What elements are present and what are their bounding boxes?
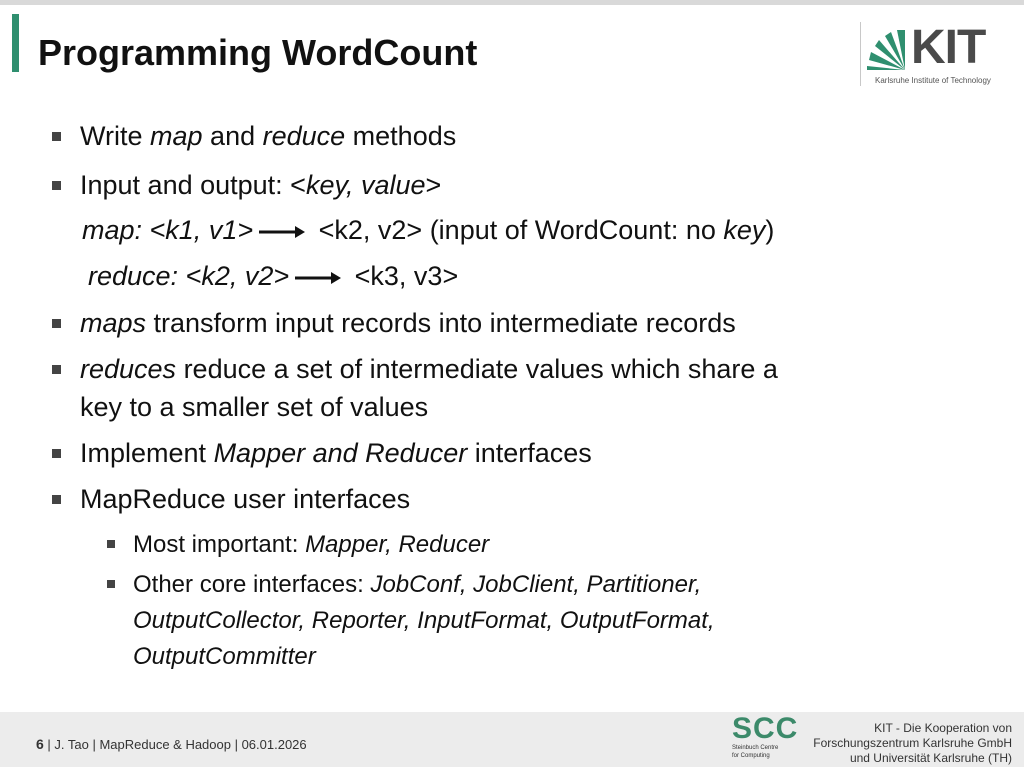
footer-right-line2: Forschungszentrum Karlsruhe GmbH: [813, 736, 1012, 750]
square-bullet-icon: [52, 365, 61, 374]
footer-right-line1: KIT - Die Kooperation von: [874, 721, 1012, 735]
scc-logo-letters: SCC: [732, 712, 799, 745]
scc-logo-line2: for Computing: [732, 753, 770, 759]
bullet-user-interfaces: [80, 481, 410, 517]
text-italic: OutputCommitter: [133, 643, 316, 670]
text-italic: reduces: [80, 354, 177, 384]
text: Most important:: [133, 531, 306, 558]
text: Write: [80, 121, 151, 151]
text: Implement: [80, 438, 214, 468]
text: and: [202, 121, 263, 151]
bullet-reduces-line2: key to a smaller set of values: [80, 392, 429, 422]
text: ): [765, 215, 775, 245]
text-italic: key: [723, 215, 766, 245]
text: MapReduce user interfaces: [80, 484, 411, 514]
footer-meta: [36, 736, 307, 752]
text: <k2, v2>: [311, 215, 423, 245]
scc-logo-line1: Steinbuch Centre: [732, 745, 779, 751]
page-number: 6: [36, 736, 44, 752]
square-bullet-icon: [52, 181, 61, 190]
text-italic: maps: [80, 308, 147, 338]
text-italic: reduce: <k2, v2>: [88, 261, 290, 291]
text: >: [425, 170, 442, 200]
text: interfaces: [467, 438, 592, 468]
text-italic: JobConf, JobClient, Partitioner,: [370, 571, 702, 598]
square-bullet-icon: [52, 319, 61, 328]
sub-bullet-most-important: [133, 527, 489, 563]
text: Other core interfaces:: [133, 571, 371, 598]
text: reduce a set of intermediate values which share a: [176, 354, 778, 384]
square-bullet-icon: [52, 132, 61, 141]
text-italic: reduce: [262, 121, 346, 151]
right-arrow-icon: [295, 271, 341, 285]
text: methods: [345, 121, 457, 151]
bullet-implement: [80, 435, 592, 471]
square-bullet-icon: [52, 495, 61, 504]
footer-right-line3: und Universität Karlsruhe (TH): [849, 751, 1012, 765]
text: Input and output: <: [80, 170, 306, 200]
right-arrow-icon: [259, 225, 305, 239]
scc-logo: [732, 714, 802, 764]
text-italic: Mapper and Reducer: [213, 438, 468, 468]
text-italic: map: <k1, v1>: [82, 215, 254, 245]
slide-title: Programming WordCount: [38, 32, 478, 73]
square-bullet-icon: [107, 540, 115, 548]
text-italic: map: [150, 121, 203, 151]
square-bullet-icon: [107, 580, 115, 588]
text: <k3, v3>: [347, 261, 459, 291]
bullet-input-output: [80, 167, 441, 203]
kit-logo-subtitle: Karlsruhe Institute of Technology: [875, 76, 991, 85]
footer-meta-text: | J. Tao | MapReduce & Hadoop | 06.01.2026: [43, 737, 307, 752]
bullet-reduces: [80, 351, 778, 387]
map-signature-line: [82, 212, 774, 248]
footer-cooperation: [813, 721, 1012, 766]
text-italic: OutputCollector, Reporter, InputFormat, OutputFormat,: [133, 607, 715, 634]
kit-logo-word: KIT: [911, 21, 986, 74]
sub-bullet-other-core: [133, 567, 701, 603]
square-bullet-icon: [52, 449, 61, 458]
text-italic: Mapper, Reducer: [305, 531, 490, 558]
bullet-write-methods: [80, 118, 456, 154]
text: (input of WordCount: no: [422, 215, 724, 245]
text-italic: key, value: [305, 170, 426, 200]
reduce-signature-line: [88, 258, 458, 294]
sub-bullet-other-core-line3: [133, 639, 316, 675]
bullet-maps: [80, 305, 736, 341]
text: transform input records into intermediate records: [146, 308, 736, 338]
sub-bullet-other-core-line2: [133, 603, 715, 639]
